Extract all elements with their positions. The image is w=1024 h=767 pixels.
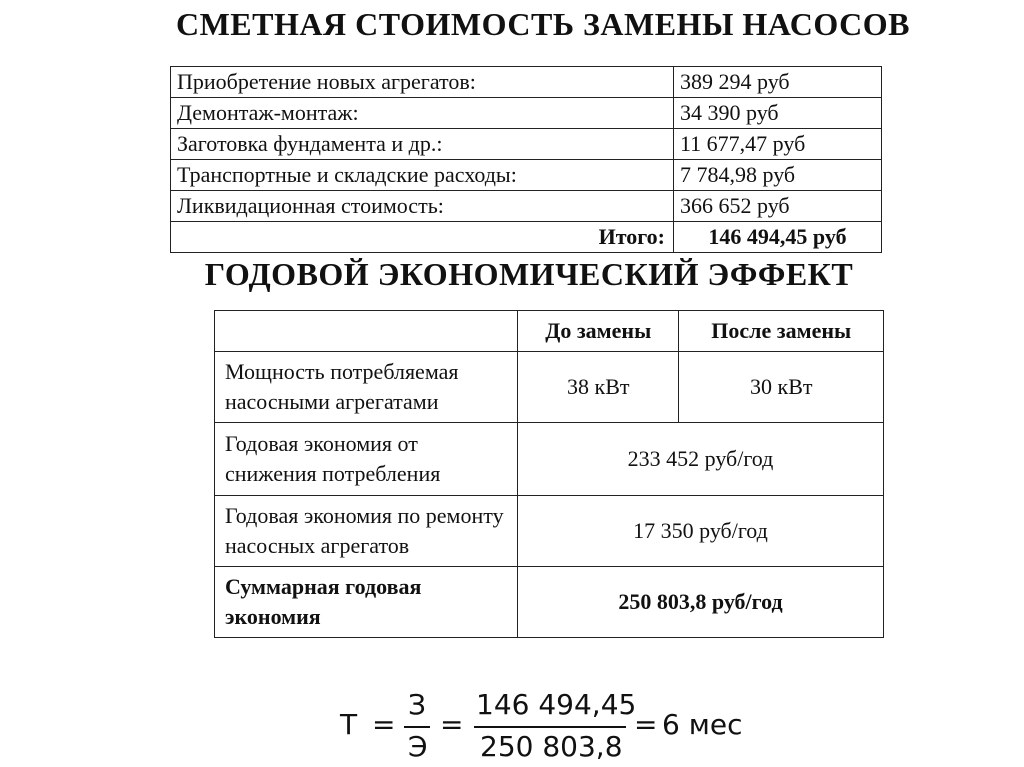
table-row: [171, 160, 882, 191]
total-label: Итого:: [171, 222, 674, 253]
row-label: Годовая экономия по ремонту насосных агрегатов: [215, 496, 518, 567]
fraction1-denominator: Э: [408, 730, 428, 763]
total-value: 146 494,45 руб: [674, 222, 882, 253]
cost-table: [170, 66, 882, 253]
cost-label: Транспортные и складские расходы:: [171, 160, 674, 191]
cost-label: Заготовка фундамента и др.:: [171, 129, 674, 160]
table-row: [215, 496, 884, 567]
formula-result: 6 мес: [662, 708, 743, 741]
row-label: Годовая экономия от снижения потребления: [215, 423, 518, 496]
row-value: 17 350 руб/год: [518, 496, 884, 567]
cost-value: 7 784,98 руб: [674, 160, 882, 191]
fraction2-denominator: 250 803,8: [480, 730, 623, 763]
formula-eq2: =: [440, 708, 464, 741]
effect-table: [214, 310, 884, 638]
value-before: 38 кВт: [518, 352, 679, 423]
cost-label: Ликвидационная стоимость:: [171, 191, 674, 222]
formula-eq1: =: [372, 708, 396, 741]
row-label: Мощность потребляемая насосными агрегатами: [215, 352, 518, 423]
table-row: [171, 191, 882, 222]
header-row: [215, 311, 884, 352]
summary-label: Суммарная годовая экономия: [215, 567, 518, 638]
cost-value: 366 652 руб: [674, 191, 882, 222]
summary-value: 250 803,8 руб/год: [518, 567, 884, 638]
summary-row: [215, 567, 884, 638]
table-row: [171, 98, 882, 129]
formula-lhs: Т: [340, 708, 358, 741]
fraction1-numerator: З: [408, 688, 426, 721]
value-after: 30 кВт: [679, 352, 884, 423]
payback-formula: [340, 688, 760, 764]
table-row: [215, 352, 884, 423]
table-row: [171, 129, 882, 160]
fraction2-numerator: 146 494,45: [476, 688, 637, 721]
cost-label: Демонтаж-монтаж:: [171, 98, 674, 129]
effect-title: ГОДОВОЙ ЭКОНОМИЧЕСКИЙ ЭФФЕКТ: [204, 256, 854, 292]
table-row: [215, 423, 884, 496]
fraction2-bar: [474, 726, 626, 728]
row-value: 233 452 руб/год: [518, 423, 884, 496]
table-row: [171, 67, 882, 98]
header-before: До замены: [518, 311, 679, 352]
empty-header-cell: [215, 311, 518, 352]
formula-eq3: =: [634, 708, 658, 741]
cost-title: СМЕТНАЯ СТОИМОСТЬ ЗАМЕНЫ НАСОСОВ: [175, 6, 910, 42]
cost-value: 11 677,47 руб: [674, 129, 882, 160]
cost-label: Приобретение новых агрегатов:: [171, 67, 674, 98]
cost-value: 34 390 руб: [674, 98, 882, 129]
fraction1-bar: [404, 726, 430, 728]
cost-value: 389 294 руб: [674, 67, 882, 98]
total-row: [171, 222, 882, 253]
header-after: После замены: [679, 311, 884, 352]
